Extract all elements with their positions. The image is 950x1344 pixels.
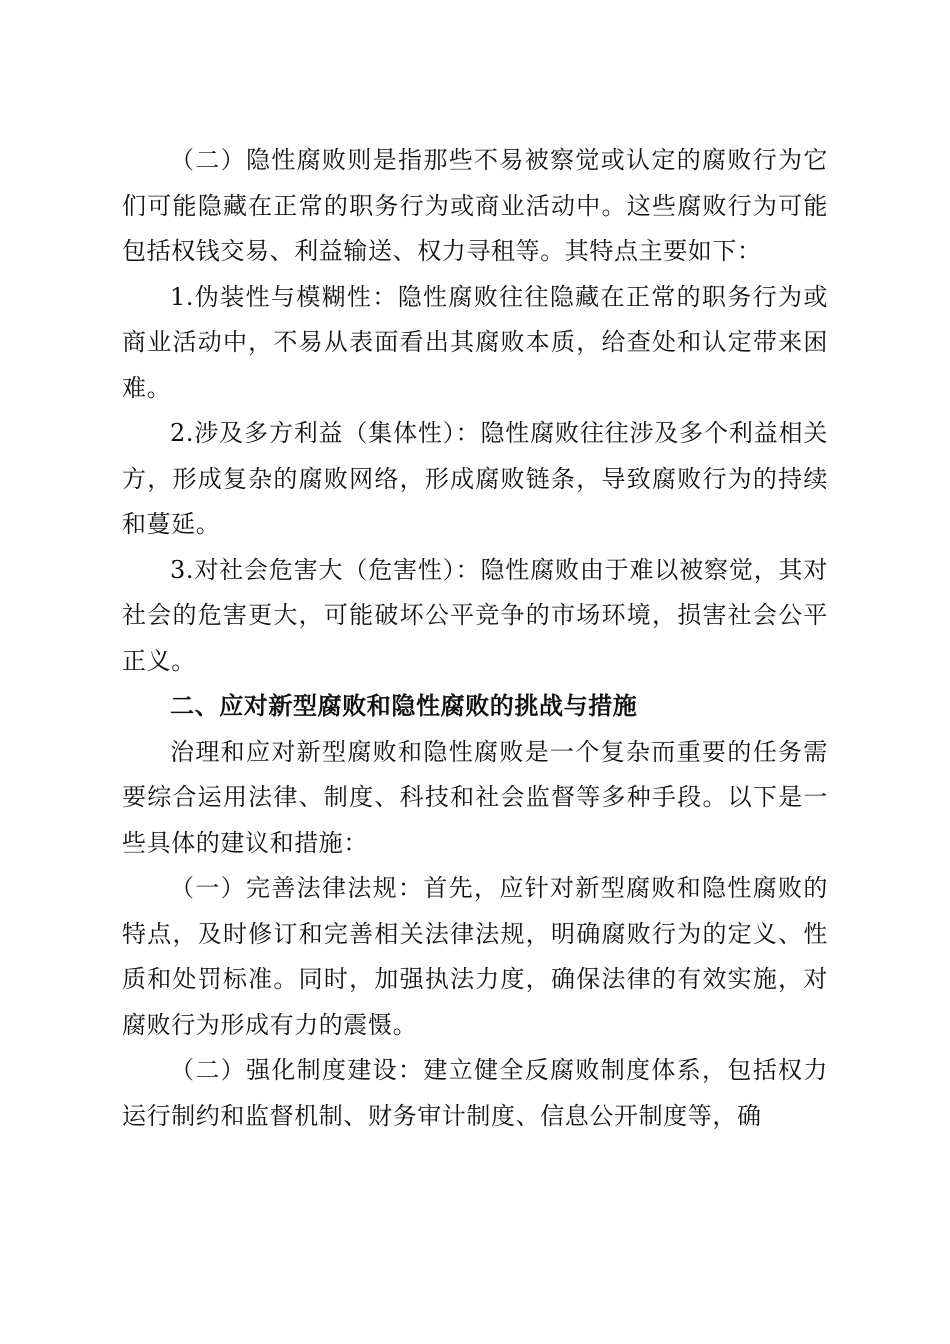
section-heading-challenges-measures: 二、应对新型腐败和隐性腐败的挑战与措施: [170, 692, 638, 720]
paragraph-disguise-ambiguity: 1.伪装性与模糊性：隐性腐败往往隐藏在正常的职务行为或商业活动中，不易从表面看出其腐败本质，给查处和认定带来困难。: [122, 282, 828, 402]
paragraph-governance-intro: 治理和应对新型腐败和隐性腐败是一个复杂而重要的任务需要综合运用法律、制度、科技和社会监督等多种手段。以下是一些具体的建议和措施：: [122, 737, 828, 857]
paragraph-improve-laws: （一）完善法律法规：首先，应针对新型腐败和隐性腐败的特点，及时修订和完善相关法律法规，明确腐败行为的定义、性质和处罚标准。同时，加强执法力度，确保法律的有效实施，对腐败行为形成有力的震慑。: [122, 874, 828, 1039]
paragraph-multiple-interests: 2.涉及多方利益（集体性）：隐性腐败往往涉及多个利益相关方，形成复杂的腐败网络，形成腐败链条，导致腐败行为的持续和蔓延。: [122, 419, 828, 538]
paragraph-social-harm: 3.对社会危害大（危害性）：隐性腐败由于难以被察觉，其对社会的危害更大，可能破坏公平竞争的市场环境，损害社会公平正义。: [122, 555, 828, 675]
document-page: [122, 138, 828, 1139]
paragraph-strengthen-systems: （二）强化制度建设：建立健全反腐败制度体系，包括权力运行制约和监督机制、财务审计制度、信息公开制度等，确: [122, 1056, 828, 1130]
paragraph-hidden-corruption-definition: （二）隐性腐败则是指那些不易被察觉或认定的腐败行为它们可能隐藏在正常的职务行为或商业活动中。这些腐败行为可能包括权钱交易、利益输送、权力寻租等。其特点主要如下：: [122, 146, 828, 265]
